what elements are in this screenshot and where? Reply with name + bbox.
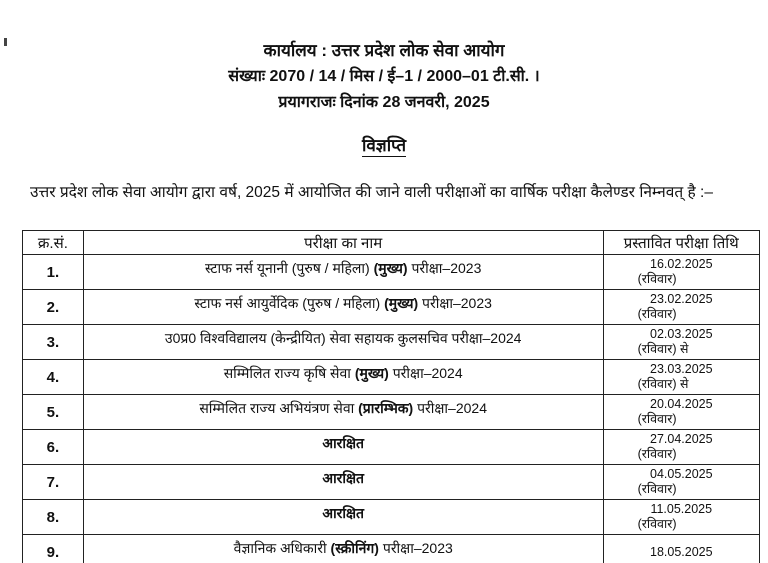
exam-name-prefix: वैज्ञानिक अधिकारी <box>233 539 331 556</box>
exam-name-suffix: परीक्षा–2024 <box>413 399 487 416</box>
exam-day: (रविवार) <box>637 447 677 461</box>
exam-day: (रविवार) <box>637 482 677 496</box>
exam-date: 04.05.2025 <box>650 467 713 481</box>
place-date: प्रयागराजः दिनांक 28 जनवरी, 2025 <box>278 94 490 111</box>
exam-date-cell <box>603 395 759 430</box>
exam-date: 27.04.2025 <box>650 432 713 446</box>
notice-title <box>0 133 768 156</box>
table-row <box>23 395 760 430</box>
table-row <box>23 430 760 465</box>
table-row <box>23 255 760 290</box>
exam-date-cell <box>603 430 759 465</box>
header-exam-date: प्रस्तावित परीक्षा तिथि <box>603 231 759 255</box>
exam-date: 02.03.2025 <box>650 327 713 341</box>
exam-name <box>84 504 603 523</box>
exam-date-cell <box>603 500 759 535</box>
exam-date-cell <box>603 255 759 290</box>
serial-number: 2. <box>23 290 84 325</box>
serial-number: 4. <box>23 360 84 395</box>
exam-name <box>84 399 603 418</box>
exam-name-suffix: परीक्षा–2023 <box>407 259 482 276</box>
exam-name-bold: आरक्षित <box>322 469 365 486</box>
intro-paragraph: उत्तर प्रदेश लोक सेवा आयोग द्वारा वर्ष, 2025 में आयोजित की जाने वाली परीक्षाओं का वार्षिक परीक्षा कैलेण्डर निम्नवत् है :– <box>30 184 713 201</box>
exam-name <box>84 329 603 348</box>
table-header-row <box>23 231 760 255</box>
exam-name <box>84 294 603 313</box>
exam-date-cell <box>603 325 759 360</box>
exam-name-cell <box>83 255 603 290</box>
serial-number: 9. <box>23 535 84 563</box>
exam-name-cell <box>83 360 603 395</box>
exam-date: 18.05.2025 <box>650 544 713 559</box>
exam-name-cell <box>83 290 603 325</box>
exam-date-cell <box>603 290 759 325</box>
exam-name-cell <box>83 430 603 465</box>
header-serial: क्र.सं. <box>23 231 84 255</box>
exam-name-bold: (मुख्य) <box>384 294 419 311</box>
exam-name-cell <box>83 325 603 360</box>
notice-title-text: विज्ञप्ति <box>361 136 407 155</box>
exam-name-suffix: परीक्षा–2023 <box>418 294 492 311</box>
exam-date: 23.03.2025 <box>650 362 713 376</box>
exam-name-suffix: परीक्षा–2023 <box>378 539 453 556</box>
exam-name-cell <box>83 500 603 535</box>
exam-day: (रविवार) <box>637 307 677 321</box>
exam-name <box>84 259 603 278</box>
exam-name-prefix: स्टाफ नर्स यूनानी (पुरुष / महिला) <box>204 259 374 276</box>
table-row <box>23 465 760 500</box>
exam-name-cell <box>83 465 603 500</box>
exam-calendar-table <box>22 230 760 563</box>
serial-number: 3. <box>23 325 84 360</box>
exam-date-cell <box>603 535 759 563</box>
table-row <box>23 500 760 535</box>
exam-name-prefix: सम्मिलित राज्य कृषि सेवा <box>223 364 355 381</box>
office-heading: कार्यालय : उत्तर प्रदेश लोक सेवा आयोग <box>263 41 505 60</box>
exam-date: 16.02.2025 <box>650 257 713 271</box>
exam-name-bold: (मुख्य) <box>354 364 389 381</box>
serial-number: 6. <box>23 430 84 465</box>
exam-name-bold: (मुख्य) <box>373 259 408 276</box>
exam-name-prefix: स्टाफ नर्स आयुर्वेदिक (पुरुष / महिला) <box>194 294 385 311</box>
exam-name <box>84 469 603 488</box>
header-exam-name: परीक्षा का नाम <box>83 231 603 255</box>
exam-name-cell <box>83 395 603 430</box>
exam-date: 20.04.2025 <box>650 397 713 411</box>
table-row <box>23 360 760 395</box>
reference-number: संख्याः 2070 / 14 / मिस / ई–1 / 2000–01 टी.सी. । <box>228 68 540 85</box>
exam-name <box>84 539 603 558</box>
exam-name-prefix: उ0प्र0 विश्वविद्यालय (केन्द्रीयित) सेवा सहायक कुलसचिव परीक्षा–2024 <box>164 329 522 346</box>
exam-day: (रविवार) <box>637 412 677 426</box>
exam-name-cell <box>83 535 603 563</box>
exam-name-bold: (स्क्रीनिंग) <box>330 539 379 556</box>
exam-day: (रविवार) <box>637 272 677 286</box>
exam-name-bold: आरक्षित <box>322 434 365 451</box>
serial-number: 8. <box>23 500 84 535</box>
exam-day: (रविवार) से <box>637 342 689 356</box>
exam-day: (रविवार) <box>637 517 677 531</box>
exam-name-prefix: सम्मिलित राज्य अभियंत्रण सेवा <box>199 399 359 416</box>
exam-name <box>84 364 603 383</box>
serial-number: 7. <box>23 465 84 500</box>
table-row <box>23 535 760 563</box>
exam-date: 23.02.2025 <box>650 292 713 306</box>
exam-name-suffix: परीक्षा–2024 <box>388 364 463 381</box>
table-row <box>23 325 760 360</box>
exam-name <box>84 434 603 453</box>
serial-number: 5. <box>23 395 84 430</box>
table-row <box>23 290 760 325</box>
exam-name-bold: (प्रारम्भिक) <box>358 399 414 416</box>
exam-name-bold: आरक्षित <box>322 504 365 521</box>
exam-day: (रविवार) से <box>637 377 689 391</box>
exam-date: 11.05.2025 <box>650 502 713 516</box>
exam-date-cell <box>603 360 759 395</box>
serial-number: 1. <box>23 255 84 290</box>
exam-date-cell <box>603 465 759 500</box>
